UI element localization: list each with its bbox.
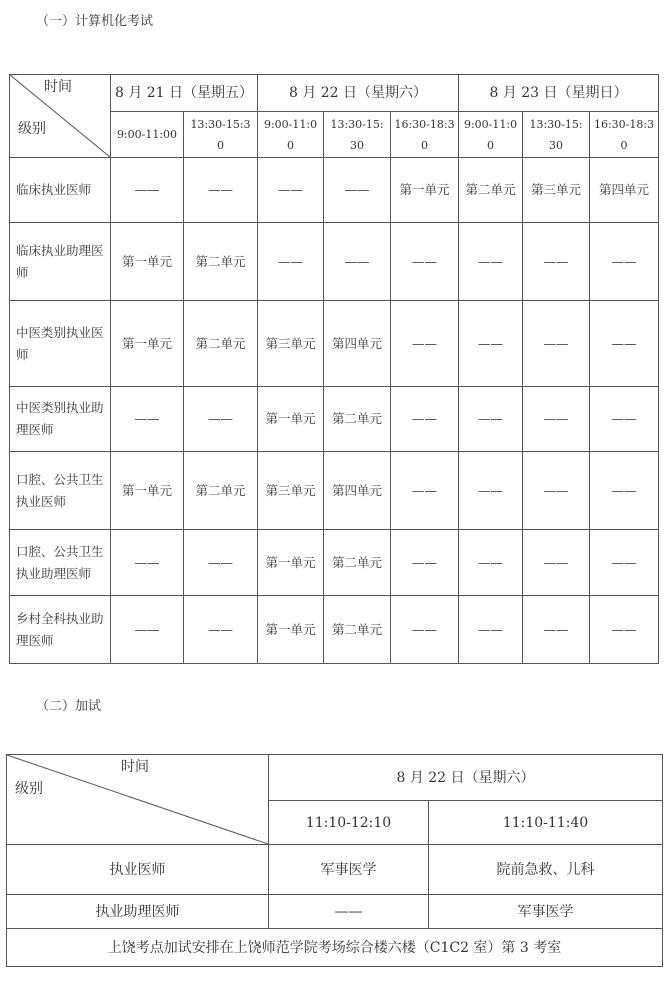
schedule-cell: —— [459,223,523,301]
table-row [10,452,659,530]
table-row [7,929,663,967]
time-slot: 13:30-15:30 [324,112,391,158]
schedule-cell: —— [590,596,659,664]
venue-note: 上饶考点加试安排在上饶师范学院考场综合楼六楼（C1C2 室）第 3 考室 [7,929,663,967]
level-cell: 乡村全科执业助理医师 [10,596,111,664]
time-slot: 16:30-18:30 [590,112,659,158]
schedule-cell: 第三单元 [523,158,590,223]
schedule-cell: —— [523,530,590,596]
schedule-cell: —— [391,596,459,664]
schedule-cell: 第一单元 [111,301,184,387]
table-row [10,387,659,452]
corner-level-label: 级别 [15,781,43,797]
table-row [7,845,663,895]
time-slot: 16:30-18:30 [391,112,459,158]
level-cell: 口腔、公共卫生执业助理医师 [10,530,111,596]
time-slot: 9:00-11:00 [111,112,184,158]
schedule-cell: —— [269,895,429,929]
schedule-cell: —— [523,387,590,452]
time-slot: 9:00-11:00 [459,112,523,158]
section2-heading: （二）加试 [36,699,102,714]
schedule-cell: 第二单元 [184,452,258,530]
level-cell: 临床执业医师 [10,158,111,223]
date-header: 8 月 22 日（星期六） [269,755,663,801]
table-row [10,223,659,301]
schedule-cell: —— [459,301,523,387]
time-slot: 13:30-15:30 [523,112,590,158]
schedule-cell: —— [184,596,258,664]
table1-corner-header [10,75,111,158]
schedule-cell: —— [111,530,184,596]
schedule-cell: —— [324,223,391,301]
schedule-cell: 第一单元 [111,223,184,301]
schedule-cell: 第四单元 [590,158,659,223]
date-header: 8 月 23 日（星期日） [459,75,659,112]
corner-time-label: 时间 [44,79,72,95]
schedule-cell: —— [391,452,459,530]
schedule-cell: 第三单元 [258,452,324,530]
schedule-cell: —— [523,596,590,664]
schedule-cell: 院前急救、儿科 [429,845,663,895]
corner-level-label: 级别 [18,121,46,137]
schedule-cell: —— [184,158,258,223]
schedule-cell: —— [590,530,659,596]
extra-exam-table [6,754,663,967]
schedule-cell: 第二单元 [324,387,391,452]
level-cell: 中医类别执业助理医师 [10,387,111,452]
table-row [10,158,659,223]
schedule-cell: —— [258,158,324,223]
schedule-cell: —— [324,158,391,223]
schedule-cell: 第一单元 [111,452,184,530]
schedule-cell: —— [184,530,258,596]
schedule-cell: 第二单元 [324,530,391,596]
schedule-cell: 第一单元 [258,530,324,596]
time-slot: 13:30-15:30 [184,112,258,158]
table-row [10,301,659,387]
time-slot: 11:10-12:10 [269,801,429,845]
level-cell: 执业医师 [7,845,269,895]
table2-corner-header [7,755,269,845]
date-header: 8 月 21 日（星期五） [111,75,258,112]
schedule-cell: —— [523,223,590,301]
schedule-cell: 第二单元 [184,223,258,301]
level-cell: 执业助理医师 [7,895,269,929]
schedule-cell: —— [391,301,459,387]
schedule-cell: —— [391,223,459,301]
table-row [10,530,659,596]
corner-time-label: 时间 [121,759,149,775]
schedule-cell: —— [391,387,459,452]
schedule-cell: —— [459,596,523,664]
level-cell: 中医类别执业医师 [10,301,111,387]
schedule-cell: 第二单元 [184,301,258,387]
level-cell: 口腔、公共卫生执业医师 [10,452,111,530]
schedule-cell: —— [590,223,659,301]
table-row [7,895,663,929]
schedule-cell: —— [523,452,590,530]
schedule-cell: 第一单元 [391,158,459,223]
level-cell: 临床执业助理医师 [10,223,111,301]
schedule-cell: 第一单元 [258,596,324,664]
schedule-cell: —— [523,301,590,387]
schedule-cell: 军事医学 [429,895,663,929]
computer-exam-table [9,74,659,664]
schedule-cell: —— [459,530,523,596]
schedule-cell: —— [184,387,258,452]
schedule-cell: 第四单元 [324,301,391,387]
schedule-cell: 第四单元 [324,452,391,530]
schedule-cell: —— [590,452,659,530]
schedule-cell: —— [111,158,184,223]
schedule-cell: —— [459,452,523,530]
schedule-cell: —— [258,223,324,301]
schedule-cell: 第三单元 [258,301,324,387]
time-slot: 9:00-11:00 [258,112,324,158]
schedule-cell: —— [590,387,659,452]
schedule-cell: 第一单元 [258,387,324,452]
schedule-cell: 第二单元 [459,158,523,223]
schedule-cell: —— [111,596,184,664]
section1-heading: （一）计算机化考试 [36,14,154,29]
schedule-cell: 第二单元 [324,596,391,664]
schedule-cell: —— [590,301,659,387]
schedule-cell: —— [111,387,184,452]
table-row [10,596,659,664]
schedule-cell: —— [391,530,459,596]
date-header: 8 月 22 日（星期六） [258,75,459,112]
schedule-cell: —— [459,387,523,452]
time-slot: 11:10-11:40 [429,801,663,845]
schedule-cell: 军事医学 [269,845,429,895]
